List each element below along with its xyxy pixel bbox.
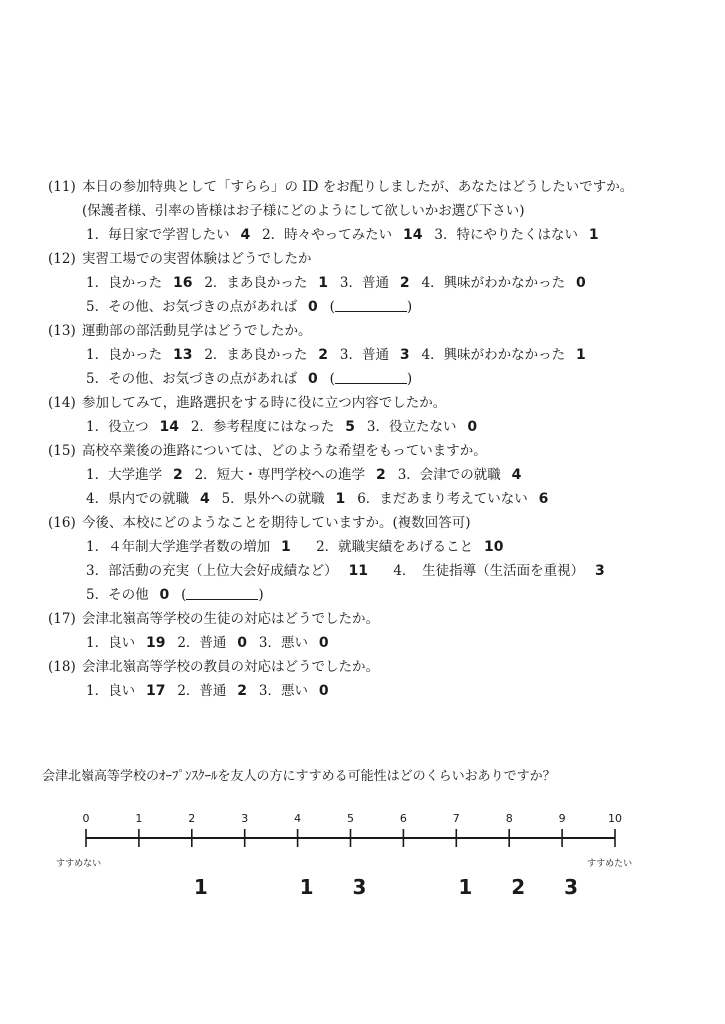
question-text: 会津北嶺高等学校の教員の対応はどうでしたか。 — [82, 659, 379, 675]
option-label: 3．悪い — [258, 635, 309, 651]
response-count: 0 — [314, 683, 329, 699]
question-heading — [48, 514, 471, 532]
option-label: 2．短大・専門学校への進学 — [194, 467, 366, 483]
scale-count: 3 — [564, 875, 579, 899]
answer-options — [86, 418, 484, 436]
option-label: 4． 生徒指導（生活面を重視） — [379, 563, 585, 579]
scale-right-label: すすめたい — [587, 859, 633, 869]
option-label: 1．毎日家で学習したい — [86, 227, 230, 243]
response-count: 1 — [313, 275, 333, 291]
scale-tick-label: 9 — [558, 812, 566, 825]
scale-tick-label: 7 — [452, 812, 460, 825]
response-count: 0 — [232, 635, 252, 651]
question-heading — [48, 658, 379, 676]
response-count: 11 — [343, 563, 373, 579]
response-count: 2 — [168, 467, 188, 483]
question-text: 実習工場での実習体験はどうでしたか — [82, 251, 312, 267]
response-count: 13 — [168, 347, 198, 363]
response-count: 1 — [276, 539, 296, 555]
response-count: 14 — [398, 227, 428, 243]
scale-tick-label: 2 — [188, 812, 196, 825]
option-label: ( — [329, 371, 335, 387]
response-count: 16 — [168, 275, 198, 291]
option-label: 4．興味がわかなかった — [421, 275, 566, 291]
option-label: 3．特にやりたくはない — [434, 227, 579, 243]
question-text: 今後、本校にどのようなことを期待していますか。(複数回答可) — [82, 515, 471, 531]
option-label: 3．悪い — [258, 683, 309, 699]
response-count: 0 — [571, 275, 586, 291]
option-label: 2．普通 — [177, 635, 227, 651]
answer-options — [86, 226, 606, 244]
response-count: 4 — [506, 467, 522, 483]
option-label: ) — [258, 587, 264, 603]
question-number: (18) — [48, 659, 76, 675]
question-text: 会津北嶺高等学校の生徒の対応はどうでしたか。 — [82, 611, 379, 627]
option-label: 1．大学進学 — [86, 467, 163, 483]
option-label: 2．参考程度にはなった — [190, 419, 335, 435]
question-number: (12) — [48, 251, 76, 267]
question-note: (保護者様、引率の皆様はお子様にどのようにして欲しいかお選び下さい) — [82, 203, 525, 219]
option-label: 5．その他 — [86, 587, 149, 603]
question-heading — [48, 610, 379, 628]
scale-tick-label: 5 — [347, 812, 354, 825]
option-label: 3．会津での就職 — [397, 467, 501, 483]
scale-tick-label: 4 — [294, 812, 302, 825]
option-label: 5．県外への就職 — [221, 491, 325, 507]
scale-tick-label: 6 — [399, 812, 407, 825]
option-label: 2．就職実績をあげること — [302, 539, 474, 555]
scale-count: 3 — [352, 875, 367, 899]
scale-count: 1 — [299, 875, 314, 899]
response-count: 2 — [232, 683, 252, 699]
answer-options — [86, 682, 336, 700]
option-label: 3．部活動の充実（上位大会好成績など） — [86, 563, 338, 579]
response-count: 3 — [395, 347, 415, 363]
question-text: 高校卒業後の進路については、どのような希望をもっていますか。 — [82, 443, 487, 459]
option-label: 5．その他、お気づきの点があれば — [86, 299, 298, 315]
option-label: 5．その他、お気づきの点があれば — [86, 371, 298, 387]
answer-options — [86, 274, 593, 292]
response-count: 0 — [303, 371, 323, 387]
option-label: 2．まあ良かった — [204, 275, 308, 291]
question-text: 参加してみて，進路選択をする時に役に立つ内容でしたか。 — [82, 395, 447, 411]
answer-options — [86, 466, 528, 484]
response-count: 14 — [154, 419, 184, 435]
option-label: 2．時々やってみたい — [262, 227, 393, 243]
question-heading — [48, 442, 487, 460]
response-count: 4 — [235, 227, 256, 243]
answer-options — [86, 562, 612, 580]
question-number: (15) — [48, 443, 76, 459]
response-count: 1 — [584, 227, 599, 243]
question-number: (16) — [48, 515, 76, 531]
option-label: ( — [181, 587, 187, 603]
answer-options — [86, 490, 555, 508]
response-count: 6 — [533, 491, 549, 507]
question-number: (13) — [48, 323, 76, 339]
scale-count: 2 — [511, 875, 526, 899]
scale-count: 1 — [458, 875, 473, 899]
fill-in-blank — [335, 370, 407, 384]
response-count: 17 — [141, 683, 171, 699]
option-label: 3．普通 — [339, 275, 390, 291]
scale-count: 1 — [193, 875, 208, 899]
answer-options — [86, 346, 593, 364]
answer-options — [86, 634, 336, 652]
question-text: 本日の参加特典として「すらら」の ID をお配りしましたが、あなたはどうしたいですか。 — [82, 179, 634, 195]
question-heading — [48, 322, 312, 340]
option-label: 1．良かった — [86, 347, 163, 363]
response-count: 0 — [154, 587, 175, 603]
response-count: 2 — [371, 467, 391, 483]
response-count: 0 — [314, 635, 329, 651]
fill-in-blank — [335, 298, 407, 312]
answer-options — [86, 586, 264, 604]
option-label: 3．役立たない — [366, 419, 457, 435]
answer-options — [86, 370, 412, 388]
response-count: 19 — [141, 635, 171, 651]
scale-tick-label: 3 — [241, 812, 249, 825]
option-label: ( — [329, 299, 335, 315]
question-number: (17) — [48, 611, 76, 627]
question-number: (11) — [48, 179, 76, 195]
option-label: 1．良かった — [86, 275, 163, 291]
scale-question: 会津北嶺高等学校のｵｰﾌﾟﾝｽｸｰﾙを友人の方にすすめる可能性はどのくらいおありですか？ — [42, 769, 556, 784]
option-label: 2．まあ良かった — [204, 347, 308, 363]
question-heading — [48, 394, 446, 412]
option-label: 3．普通 — [339, 347, 390, 363]
scale-tick-label: 10 — [608, 812, 622, 825]
question-number: (14) — [48, 395, 76, 411]
scale-tick-label: 1 — [135, 812, 143, 825]
response-count: 2 — [395, 275, 415, 291]
response-count: 4 — [195, 491, 215, 507]
scale-tick-label: 8 — [505, 812, 513, 825]
option-label: 4．県内での就職 — [86, 491, 190, 507]
scale-left-label: すすめない — [56, 859, 102, 869]
response-count: 1 — [330, 491, 351, 507]
question-heading — [48, 178, 633, 196]
option-label: 1．良い — [86, 635, 136, 651]
option-label: 1．４年制大学進学者数の増加 — [86, 539, 271, 555]
response-count: 0 — [303, 299, 323, 315]
question-text: 運動部の部活動見学はどうでしたか。 — [82, 323, 312, 339]
question-heading — [48, 250, 312, 268]
option-label: 4．興味がわかなかった — [421, 347, 566, 363]
option-label: ) — [406, 299, 413, 315]
response-count: 1 — [571, 347, 586, 363]
response-count: 2 — [313, 347, 333, 363]
option-label: 6．まだあまり考えていない — [357, 491, 528, 507]
scale-tick-label: 0 — [82, 812, 90, 825]
option-label: ) — [406, 371, 413, 387]
option-label: 1．役立つ — [86, 419, 149, 435]
answer-options — [86, 538, 511, 556]
response-count: 3 — [590, 563, 605, 579]
option-label: 2．普通 — [177, 683, 227, 699]
response-count: 0 — [462, 419, 478, 435]
option-label: 1．良い — [86, 683, 136, 699]
response-count: 10 — [479, 539, 504, 555]
fill-in-blank — [186, 586, 258, 600]
response-count: 5 — [340, 419, 360, 435]
answer-options — [86, 298, 412, 316]
